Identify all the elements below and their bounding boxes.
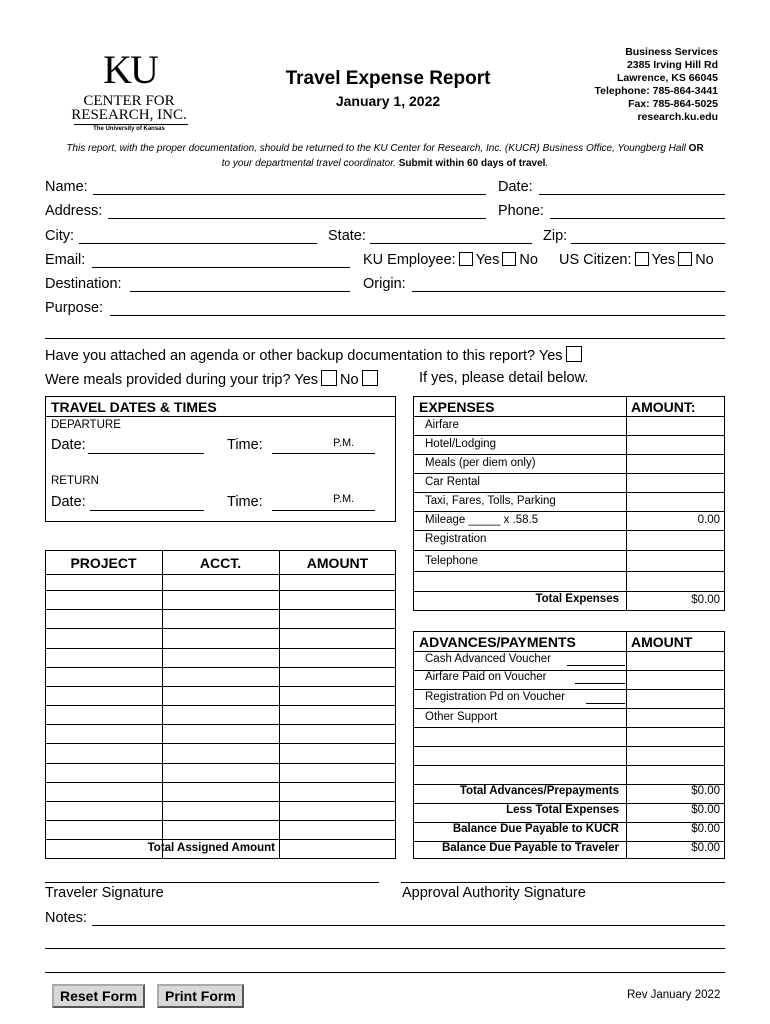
logo-rule bbox=[74, 124, 188, 125]
departure-date-field[interactable] bbox=[88, 453, 204, 454]
address-line: Fax: 785-864-5025 bbox=[628, 98, 718, 110]
date-label: Date: bbox=[498, 179, 533, 195]
project-cell[interactable] bbox=[46, 764, 161, 782]
expense-amount-cell[interactable] bbox=[627, 474, 724, 492]
expenses-amount-header: AMOUNT: bbox=[631, 399, 696, 415]
project-cell[interactable] bbox=[46, 783, 161, 801]
project-cell[interactable] bbox=[46, 668, 161, 686]
project-cell[interactable] bbox=[46, 687, 161, 705]
project-cell[interactable] bbox=[46, 629, 161, 648]
amount-cell[interactable] bbox=[280, 725, 395, 743]
advance-item: Cash Advanced Voucher bbox=[425, 653, 551, 665]
total-expenses-label: Total Expenses bbox=[535, 593, 619, 605]
meals-question bbox=[45, 370, 381, 388]
acct-cell[interactable] bbox=[163, 629, 278, 648]
purpose-label: Purpose: bbox=[45, 300, 104, 316]
acct-cell[interactable] bbox=[163, 668, 278, 686]
advances-header: ADVANCES/PAYMENTS bbox=[419, 634, 576, 650]
table-row-line bbox=[413, 727, 725, 728]
notes-field-line3[interactable] bbox=[45, 972, 725, 973]
zip-field[interactable] bbox=[571, 243, 725, 244]
email-field[interactable] bbox=[92, 267, 350, 268]
return-time-field[interactable] bbox=[272, 510, 375, 511]
logo-line1: CENTER FOR bbox=[83, 93, 175, 109]
expense-amount-cell[interactable] bbox=[627, 436, 724, 454]
return-time-label: Time: bbox=[227, 494, 263, 510]
advance-total-label: Less Total Expenses bbox=[506, 804, 619, 816]
expense-item: Taxi, Fares, Tolls, Parking bbox=[425, 495, 556, 507]
address-line: Business Services bbox=[625, 46, 718, 58]
no-label: No bbox=[695, 252, 714, 268]
advance-item: Airfare Paid on Voucher bbox=[425, 671, 547, 683]
agenda-yes-checkbox[interactable] bbox=[566, 346, 582, 362]
acct-cell[interactable] bbox=[163, 821, 278, 839]
acct-cell[interactable] bbox=[163, 591, 278, 609]
amount-header: AMOUNT bbox=[306, 555, 369, 571]
revision-date: Rev January 2022 bbox=[627, 989, 721, 1001]
project-cell[interactable] bbox=[46, 591, 161, 609]
departure-pm: P.M. bbox=[333, 437, 355, 449]
meals-detail-note: If yes, please detail below. bbox=[419, 370, 589, 386]
advance-blank-line[interactable] bbox=[586, 703, 625, 704]
amount-cell[interactable] bbox=[280, 764, 395, 782]
purpose-field-line2[interactable] bbox=[45, 338, 725, 339]
amount-cell[interactable] bbox=[280, 802, 395, 820]
name-field[interactable] bbox=[93, 194, 486, 195]
agenda-question-text: Have you attached an agenda or other backup documentation to this report? Yes bbox=[45, 348, 563, 364]
phone-label: Phone: bbox=[498, 203, 544, 219]
yes-label: Yes bbox=[651, 252, 676, 268]
amount-cell[interactable] bbox=[280, 629, 395, 648]
name-label: Name: bbox=[45, 179, 88, 195]
state-label: State: bbox=[328, 228, 366, 244]
amount-cell[interactable] bbox=[280, 649, 395, 667]
table-row-line bbox=[413, 651, 725, 652]
yes-label: Yes bbox=[475, 252, 500, 268]
acct-cell[interactable] bbox=[163, 610, 278, 628]
amount-cell[interactable] bbox=[280, 610, 395, 628]
amount-cell[interactable] bbox=[280, 575, 395, 590]
amount-cell[interactable] bbox=[280, 591, 395, 609]
email-label: Email: bbox=[45, 252, 86, 268]
mileage-amount[interactable]: 0.00 bbox=[697, 514, 720, 526]
expense-item: Mileage _____ x .58.5 bbox=[425, 514, 539, 526]
meals-no-checkbox[interactable] bbox=[362, 370, 378, 386]
acct-cell[interactable] bbox=[163, 575, 278, 590]
advance-total-label: Balance Due Payable to KUCR bbox=[452, 823, 619, 835]
expense-amount-cell[interactable] bbox=[627, 551, 724, 571]
departure-date-label: Date: bbox=[51, 437, 86, 453]
us-citizen-group bbox=[559, 252, 714, 268]
amount-cell[interactable] bbox=[280, 706, 395, 724]
report-date: January 1, 2022 bbox=[335, 93, 441, 109]
amount-cell[interactable] bbox=[280, 687, 395, 705]
return-label: RETURN bbox=[51, 475, 99, 487]
address-label: Address: bbox=[45, 203, 103, 219]
expense-amount-cell[interactable] bbox=[627, 531, 724, 550]
reset-form-button[interactable]: Reset Form bbox=[52, 984, 145, 1008]
advance-blank-line[interactable] bbox=[567, 665, 625, 666]
expense-item: Car Rental bbox=[425, 476, 480, 488]
project-cell[interactable] bbox=[46, 575, 161, 590]
project-header: PROJECT bbox=[70, 555, 137, 571]
table-row-line bbox=[413, 765, 725, 766]
address-line: 2385 Irving Hill Rd bbox=[626, 59, 718, 71]
logo-ku: KU bbox=[103, 47, 157, 92]
project-cell[interactable] bbox=[46, 725, 161, 743]
advance-total-value: $0.00 bbox=[691, 804, 720, 816]
acct-cell[interactable] bbox=[163, 706, 278, 724]
advances-amount-header: AMOUNT bbox=[631, 634, 693, 650]
advance-total-value: $0.00 bbox=[691, 842, 720, 854]
expense-amount-cell[interactable] bbox=[627, 455, 724, 473]
acct-cell[interactable] bbox=[163, 687, 278, 705]
phone-field[interactable] bbox=[550, 218, 725, 219]
traveler-signature-label: Traveler Signature bbox=[45, 885, 164, 901]
departure-time-field[interactable] bbox=[272, 453, 375, 454]
departure-label: DEPARTURE bbox=[51, 419, 121, 431]
table-row-line bbox=[413, 591, 725, 592]
address-field[interactable] bbox=[108, 218, 486, 219]
acct-cell[interactable] bbox=[163, 802, 278, 820]
acct-header: ACCT. bbox=[199, 555, 242, 571]
acct-cell[interactable] bbox=[163, 783, 278, 801]
address-line: Telephone: 785-864-3441 bbox=[594, 85, 718, 97]
acct-cell[interactable] bbox=[163, 744, 278, 763]
return-date-label: Date: bbox=[51, 494, 86, 510]
notes-field[interactable] bbox=[92, 925, 725, 926]
advance-blank-line[interactable] bbox=[575, 683, 625, 684]
ku-employee-no-checkbox[interactable] bbox=[502, 252, 516, 266]
amount-cell[interactable] bbox=[280, 744, 395, 763]
purpose-field[interactable] bbox=[110, 315, 725, 316]
ku-employee-group bbox=[363, 252, 538, 268]
travel-dates-title: TRAVEL DATES & TIMES bbox=[51, 399, 217, 415]
meals-no-label: No bbox=[339, 372, 359, 388]
return-date-field[interactable] bbox=[90, 510, 204, 511]
destination-label: Destination: bbox=[45, 276, 122, 292]
advance-total-label: Total Advances/Prepayments bbox=[459, 785, 619, 797]
expense-amount-cell[interactable] bbox=[627, 493, 724, 511]
amount-cell[interactable] bbox=[280, 783, 395, 801]
instructions-deadline: Submit within 60 days of travel bbox=[398, 158, 546, 169]
approval-signature-field[interactable] bbox=[401, 882, 725, 883]
logo-line3: The University of Kansas bbox=[93, 126, 165, 132]
amount-cell[interactable] bbox=[280, 821, 395, 839]
ku-employee-label: KU Employee: bbox=[363, 252, 456, 268]
city-field[interactable] bbox=[79, 243, 317, 244]
advance-item: Registration Pd on Voucher bbox=[425, 691, 566, 703]
city-label: City: bbox=[45, 228, 74, 244]
expense-item: Telephone bbox=[425, 555, 479, 567]
table-row-line bbox=[413, 746, 725, 747]
no-label: No bbox=[519, 252, 538, 268]
page-title: Travel Expense Report bbox=[285, 68, 491, 89]
meals-yes-checkbox[interactable] bbox=[321, 370, 337, 386]
expense-item: Registration bbox=[425, 533, 487, 545]
project-cell[interactable] bbox=[46, 610, 161, 628]
project-cell[interactable] bbox=[46, 821, 161, 839]
project-cell[interactable] bbox=[46, 802, 161, 820]
instructions-period: . bbox=[545, 158, 549, 169]
logo-line2: RESEARCH, INC. bbox=[71, 107, 187, 123]
expenses-header: EXPENSES bbox=[419, 399, 495, 415]
acct-cell[interactable] bbox=[163, 725, 278, 743]
instructions-text2: to your departmental travel coordinator. bbox=[221, 158, 396, 169]
project-cell[interactable] bbox=[46, 649, 161, 667]
divider bbox=[45, 416, 396, 417]
us-citizen-no-checkbox[interactable] bbox=[678, 252, 692, 266]
us-citizen-yes-checkbox[interactable] bbox=[635, 252, 649, 266]
table-row-line bbox=[413, 571, 725, 572]
project-cell[interactable] bbox=[46, 744, 161, 763]
project-cell[interactable] bbox=[46, 706, 161, 724]
amount-cell[interactable] bbox=[280, 668, 395, 686]
table-row-line bbox=[45, 839, 396, 840]
advance-item: Other Support bbox=[425, 711, 498, 723]
advance-total-value: $0.00 bbox=[691, 823, 720, 835]
advance-total-label: Balance Due Payable to Traveler bbox=[441, 842, 619, 854]
expense-item: Meals (per diem only) bbox=[425, 457, 536, 469]
notes-field-line2[interactable] bbox=[45, 948, 725, 949]
office-address bbox=[594, 46, 718, 124]
expense-item: Airfare bbox=[425, 419, 459, 431]
instructions-line2 bbox=[20, 158, 750, 169]
destination-field[interactable] bbox=[130, 291, 350, 292]
table-row-line bbox=[413, 708, 725, 709]
acct-cell[interactable] bbox=[163, 764, 278, 782]
table-row-line bbox=[413, 689, 725, 690]
us-citizen-label: US Citizen: bbox=[559, 252, 632, 268]
state-field[interactable] bbox=[370, 243, 532, 244]
expense-item: Hotel/Lodging bbox=[425, 438, 496, 450]
origin-label: Origin: bbox=[363, 276, 406, 292]
origin-field[interactable] bbox=[412, 291, 725, 292]
meals-question-text: Were meals provided during your trip? Yes bbox=[45, 372, 318, 388]
total-expenses-value: $0.00 bbox=[691, 594, 720, 606]
notes-label: Notes: bbox=[45, 910, 87, 926]
return-pm: P.M. bbox=[333, 493, 355, 505]
website-link[interactable]: research.ku.edu bbox=[637, 111, 718, 123]
advance-total-value: $0.00 bbox=[691, 785, 720, 797]
instructions-text: This report, with the proper documentation, should be returned to the KU Center for Research, Inc. (KUCR) Business Office, Youngberg Hall bbox=[66, 143, 686, 154]
ku-employee-yes-checkbox[interactable] bbox=[459, 252, 473, 266]
total-assigned-label: Total Assigned Amount bbox=[147, 842, 275, 854]
print-form-button[interactable]: Print Form bbox=[157, 984, 244, 1008]
acct-cell[interactable] bbox=[163, 649, 278, 667]
approval-signature-label: Approval Authority Signature bbox=[402, 885, 586, 901]
zip-label: Zip: bbox=[543, 228, 568, 244]
date-field[interactable] bbox=[539, 194, 725, 195]
instructions-or: OR bbox=[688, 143, 704, 154]
departure-time-label: Time: bbox=[227, 437, 263, 453]
agenda-question bbox=[45, 346, 585, 364]
expense-amount-cell[interactable] bbox=[627, 417, 724, 435]
address-line: Lawrence, KS 66045 bbox=[617, 72, 718, 84]
traveler-signature-field[interactable] bbox=[45, 882, 379, 883]
instructions-line1 bbox=[20, 143, 750, 154]
